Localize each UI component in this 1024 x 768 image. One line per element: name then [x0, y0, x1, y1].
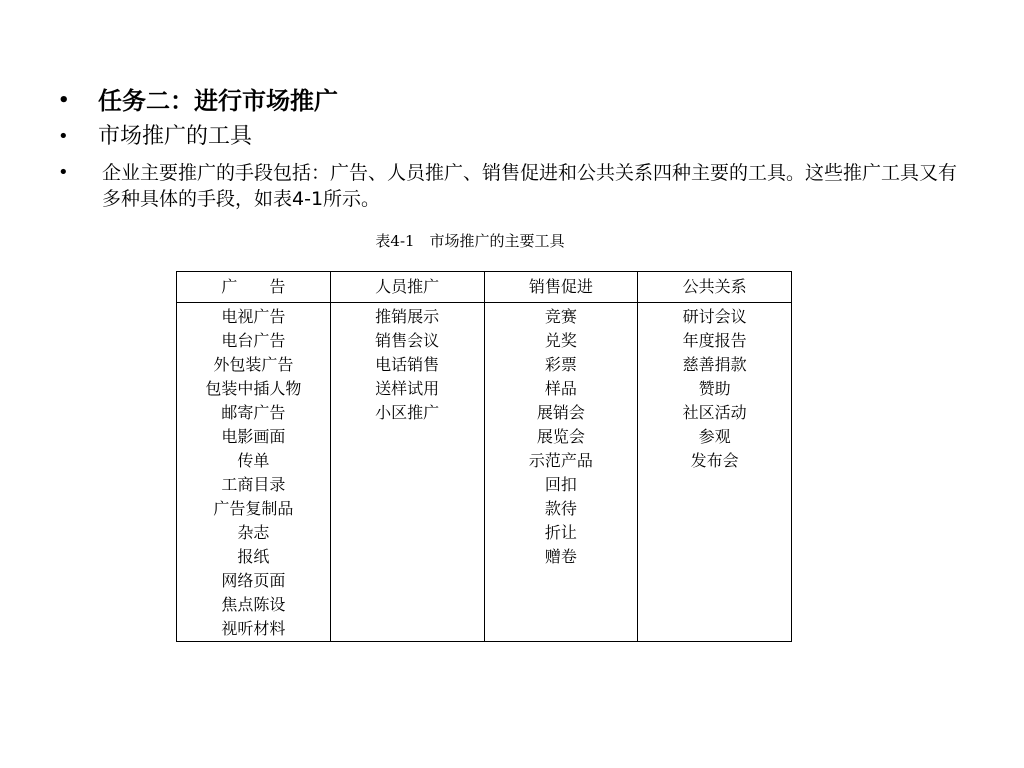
table-cell-item: 视听材料 [221, 619, 286, 638]
table-cell-item: 折让 [544, 523, 577, 542]
header-advertising: 广 告 [177, 272, 331, 303]
table-header-row [177, 272, 792, 303]
table-cell-item: 发布会 [690, 451, 739, 470]
bullet-task [58, 84, 958, 118]
table-cell-item: 款待 [544, 499, 577, 518]
header-personal-selling: 人员推广 [330, 272, 484, 303]
paragraph: 企业主要推广的手段包括：广告、人员推广、销售促进和公共关系四种主要的工具。这些推广工具又有多种具体的手段，如表4-1所示。 [102, 162, 958, 210]
column-sales-promotion [484, 303, 638, 642]
table-cell-item: 邮寄广告 [221, 403, 286, 422]
table-cell-item: 彩票 [544, 355, 577, 374]
table-cell-item: 报纸 [237, 547, 270, 566]
table-cell-item: 赠卷 [544, 547, 577, 566]
table-cell-item: 赞助 [698, 379, 731, 398]
table-cell-item: 网络页面 [221, 571, 286, 590]
table-cell-item: 电影画面 [221, 427, 286, 446]
table-cell-item: 销售会议 [375, 331, 440, 350]
table-cell-item: 展览会 [536, 427, 585, 446]
table-cell-item: 示范产品 [528, 451, 593, 470]
subtitle: 市场推广的工具 [98, 124, 253, 149]
table-cell-item: 传单 [237, 451, 270, 470]
table-cell-item: 包装中插人物 [205, 379, 302, 398]
table-cell-item: 慈善捐款 [682, 355, 747, 374]
table-cell-item: 兑奖 [544, 331, 577, 350]
table-cell-item: 参观 [698, 427, 731, 446]
column-personal-selling [330, 303, 484, 642]
table-cell-item: 社区活动 [682, 403, 747, 422]
bullet-paragraph [58, 160, 958, 212]
table-cell-item: 外包装广告 [213, 355, 294, 374]
table-cell-item: 研讨会议 [682, 307, 747, 326]
header-sales-promotion: 销售促进 [484, 272, 638, 303]
table-cell-item: 小区推广 [375, 403, 440, 422]
table-cell-item: 竞赛 [544, 307, 577, 326]
table-cell-item: 展销会 [536, 403, 585, 422]
bullet-subtitle [58, 120, 958, 154]
promotion-tools-table [176, 271, 792, 642]
bullet-dot-icon: • [58, 162, 69, 183]
bullet-dot-icon: • [58, 126, 69, 147]
bullet-dot-icon: • [58, 90, 70, 111]
table-cell-item: 电台广告 [221, 331, 286, 350]
table-cell-item: 杂志 [237, 523, 270, 542]
table-cell-item: 年度报告 [682, 331, 747, 350]
table-cell-item: 电话销售 [375, 355, 440, 374]
table-cell-item: 送样试用 [375, 379, 440, 398]
column-public-relations [638, 303, 792, 642]
bullet-list [58, 84, 958, 212]
table-caption: 表4-1 市场推广的主要工具 [375, 232, 565, 250]
header-public-relations: 公共关系 [638, 272, 792, 303]
table-cell-item: 工商目录 [221, 475, 286, 494]
table-cell-item: 样品 [544, 379, 577, 398]
table-cell-item: 广告复制品 [213, 499, 294, 518]
table-row [177, 303, 792, 642]
table-cell-item: 回扣 [544, 475, 577, 494]
table-cell-item: 电视广告 [221, 307, 286, 326]
table-cell-item: 推销展示 [375, 307, 440, 326]
table-cell-item: 焦点陈设 [221, 595, 286, 614]
column-advertising [177, 303, 331, 642]
task-title: 任务二：进行市场推广 [98, 87, 338, 115]
